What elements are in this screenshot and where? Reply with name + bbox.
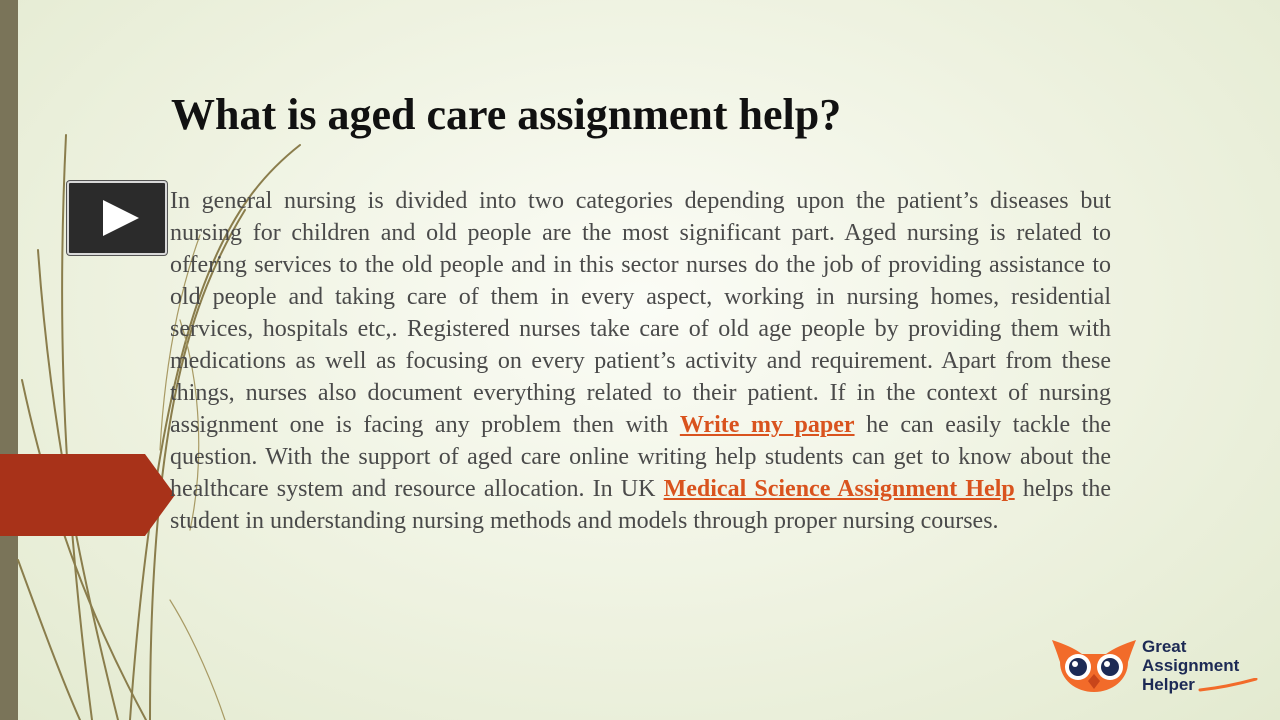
- logo-swoosh-icon: [1198, 678, 1258, 692]
- logo-line-1: Great: [1142, 637, 1187, 656]
- write-my-paper-link[interactable]: Write my paper: [679, 412, 855, 438]
- body-paragraph: [170, 185, 1111, 537]
- paragraph-text-part: helps the student in understanding nursing methods and models through proper nursing courses.: [170, 476, 1111, 534]
- play-button[interactable]: [67, 181, 167, 255]
- great-assignment-helper-logo: [1048, 634, 1258, 700]
- paragraph-text-part: he can easily tackle the question. With the support of aged care online writing help students can get to know about the healthcare system and resource allocation. In UK: [170, 412, 1111, 502]
- logo-line-3: Helper: [1142, 675, 1195, 694]
- paragraph-text-part: In general nursing is divided into two categories depending upon the patient’s diseases but nursing for children and old people are the most significant part. Aged nursing is related to offering services to the old people and in this sector nurses do the job of providing assistance to old people and taking care of them in every aspect, working in nursing homes, residential services, hospitals etc,. Registered nurses take care of old age people by providing them with medications as well as focusing on every patient’s activity and requirement. Apart from these things, nurses also document everything related to their patient. If in the context of nursing assignment one is facing any problem then with: [170, 188, 1111, 438]
- medical-science-assignment-help-link[interactable]: Medical Science Assignment Help: [663, 476, 1015, 502]
- owl-logo-icon: [1048, 634, 1140, 696]
- slide-title: What is aged care assignment help?: [171, 90, 842, 139]
- play-icon: [69, 183, 165, 253]
- logo-line-2: Assignment: [1142, 656, 1240, 675]
- red-accent-tab: [0, 454, 175, 536]
